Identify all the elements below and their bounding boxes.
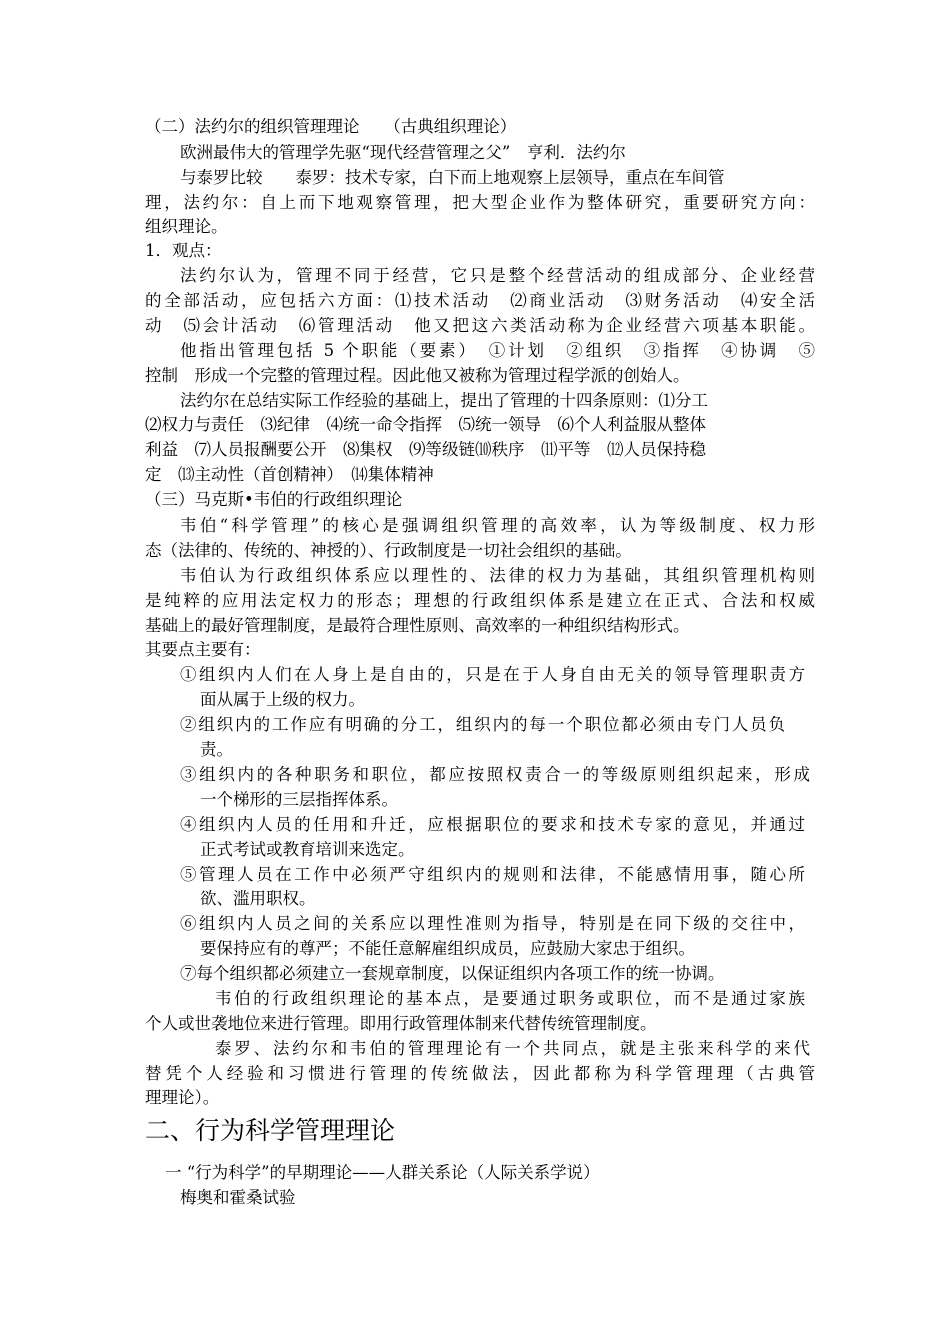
list-item-continuation: 欲、滥用职权。 — [200, 889, 316, 908]
list-item: ⑥组织内人员之间的关系应以理性准则为指导，特别是在同下级的交往中， — [180, 914, 805, 933]
paragraph-line: 韦伯认为行政组织体系应以理性的、法律的权力为基础，其组织管理机构则 — [180, 566, 815, 585]
list-item: ②组织内的工作应有明确的分工，组织内的每一个职位都必须由专门人员负 — [180, 715, 785, 734]
section-title-fayol: （二）法约尔的组织管理理论 （古典组织理论） — [145, 117, 517, 136]
list-item-continuation: 面从属于上级的权力。 — [200, 690, 365, 709]
paragraph-line: 基础上的最好管理制度，是最符合理性原则、高效率的一种组织结构形式。 — [145, 616, 690, 635]
list-item-continuation: 要保持应有的尊严；不能任意解雇组织成员，应鼓励大家忠于组织。 — [200, 939, 695, 958]
experiment-title: 梅奥和霍桑试验 — [180, 1188, 296, 1207]
list-item: ③组织内的各种职务和职位，都应按照权责合一的等级原则组织起来，形成 — [180, 765, 810, 784]
section-heading-behavior: 二、行为科学管理理论 — [145, 1116, 396, 1145]
paragraph-line: 理理论）。 — [145, 1088, 220, 1107]
list-item: ⑤管理人员在工作中必须严守组织内的规则和法律，不能感情用事，随心所 — [180, 865, 805, 884]
key-points-heading: 其要点主要有： — [145, 640, 261, 659]
paragraph-line: 控制 形成一个完整的管理过程。因此他又被称为管理过程学派的创始人。 — [145, 366, 690, 385]
paragraph-line: 是纯粹的应用法定权力的形态；理想的行政组织体系是建立在正式、合法和权威 — [145, 591, 815, 610]
paragraph-line: 定 ⒀主动性（首创精神） ⒁集体精神 — [145, 465, 434, 484]
paragraph-line: 韦伯的行政组织理论的基本点，是要通过职务或职位，而不是通过家族 — [215, 989, 805, 1008]
fayol-intro-line: 欧洲最伟大的管理学先驱“现代经营管理之父” 亨利．法约尔 — [180, 143, 626, 162]
paragraph-line: 个人或世袭地位来进行管理。即用行政管理体制来代替传统管理制度。 — [145, 1014, 657, 1033]
list-item: ①组织内人们在人身上是自由的，只是在于人身自由无关的领导管理职责方 — [180, 665, 805, 684]
compare-line: 组织理论。 — [145, 217, 228, 236]
list-item-continuation: 责。 — [200, 740, 233, 759]
compare-line: 理，法约尔：自上而下地观察管理，把大型企业作为整体研究，重要研究方向： — [145, 193, 815, 212]
list-item: ⑦每个组织都必须建立一套规章制度，以保证组织内各项工作的统一协调。 — [180, 964, 725, 983]
paragraph-line: 态（法律的、传统的、神授的）、行政制度是一切社会组织的基础。 — [145, 541, 632, 560]
paragraph-line: 泰罗、法约尔和韦伯的管理理论有一个共同点，就是主张来科学的来代 — [215, 1039, 810, 1058]
section-title-weber: （三）马克斯•韦伯的行政组织理论 — [145, 490, 403, 509]
list-item-continuation: 一个梯形的三层指挥体系。 — [200, 790, 398, 809]
compare-line: 与泰罗比较 泰罗：技术专家，白下而上地观察上层领导，重点在车间管 — [180, 168, 725, 187]
list-item: ④组织内人员的任用和升迁，应根据职位的要求和技术专家的意见，并通过 — [180, 815, 805, 834]
paragraph-line: 利益 ⑺人员报酬要公开 ⑻集权 ⑼等级链⑽秩序 ⑾平等 ⑿人员保持稳 — [145, 440, 706, 459]
paragraph-line: 他指出管理包括 5 个职能（要素） ①计划 ②组织 ③指挥 ④协调 ⑤ — [180, 341, 815, 360]
paragraph-line: ⑵权力与责任 ⑶纪律 ⑷统一命令指挥 ⑸统一领导 ⑹个人利益服从整体 — [145, 415, 706, 434]
paragraph-line: 法约尔在总结实际工作经验的基础上，提出了管理的十四条原则：⑴分工 — [180, 391, 708, 410]
paragraph-line: 的全部活动，应包括六方面：⑴技术活动 ⑵商业活动 ⑶财务活动 ⑷安全活 — [145, 291, 815, 310]
paragraph-line: 韦伯“科学管理”的核心是强调组织管理的高效率，认为等级制度、权力形 — [180, 516, 815, 535]
paragraph-line: 法约尔认为，管理不同于经营，它只是整个经营活动的组成部分、企业经营 — [180, 266, 815, 285]
list-item-continuation: 正式考试或教育培训来选定。 — [200, 840, 415, 859]
viewpoint-heading: 1．观点： — [145, 241, 222, 260]
paragraph-line: 替凭个人经验和习惯进行管理的传统做法，因此都称为科学管理理（古典管 — [145, 1064, 815, 1083]
paragraph-line: 动 ⑸会计活动 ⑹管理活动 他又把这六类活动称为企业经营六项基本职能。 — [145, 316, 815, 335]
subsection-title: 一 “行为科学”的早期理论——人群关系论（人际关系学说） — [165, 1163, 600, 1182]
